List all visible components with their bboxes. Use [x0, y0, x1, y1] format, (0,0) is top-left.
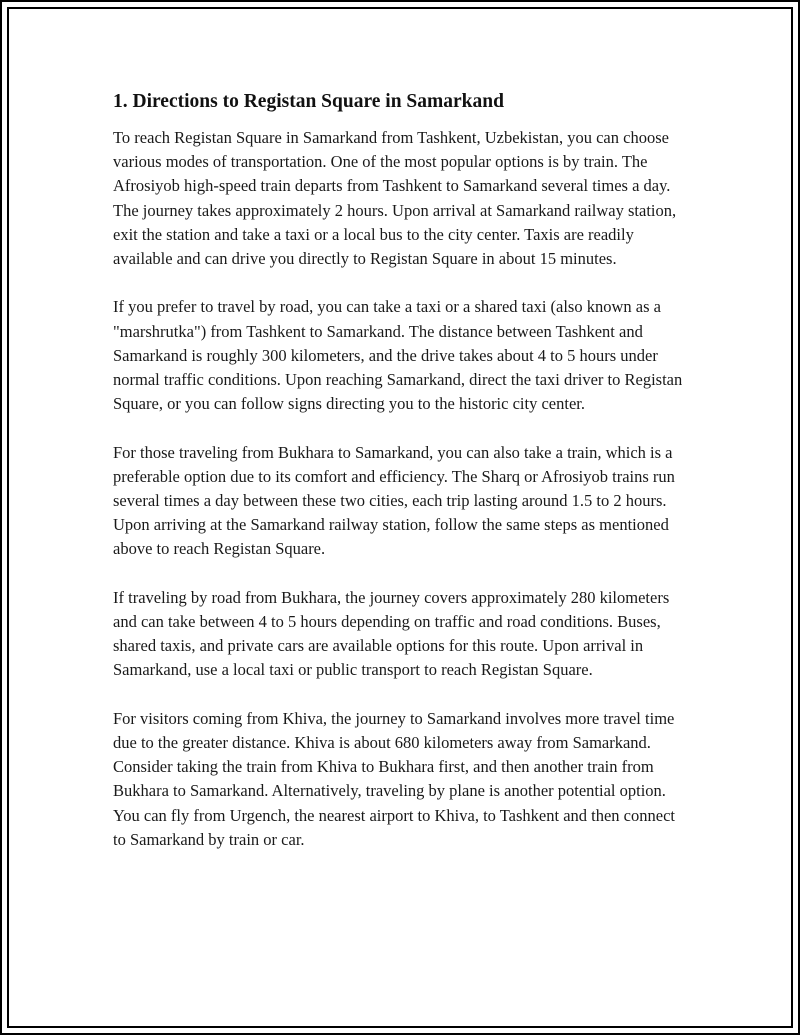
paragraph-khiva: For visitors coming from Khiva, the journey to Samarkand involves more travel time due to the greater distance. Khiva is about 680 kilometers away from Samarkand. Consider taking the train from Khiva to Bukhara first, and then another train from Bukhara to Samarkand. Alternatively, traveling by plane is another potential option. You can fly from Urgench, the nearest airport to Khiva, to Tashkent and then connect to Samarkand by train or car.: [113, 708, 675, 849]
paragraph-bukhara-train: For those traveling from Bukhara to Samarkand, you can also take a train, which is a preferable option due to its comfort and efficiency. The Sharq or Afrosiyob trains run several times a day between these two cities, each trip lasting around 1.5 to 2 hours. Upon arriving at the Samarkand railway station, follow the same steps as mentioned above to reach Registan Square.: [113, 442, 675, 559]
paragraph-tashkent-road: If you prefer to travel by road, you can take a taxi or a shared taxi (also known as a "marshrutka") from Tashkent to Samarkand. The distance between Tashkent and Samarkand is roughly 300 kilometers, and the drive takes about 4 to 5 hours under normal traffic conditions. Upon reaching Samarkand, direct the taxi driver to Registan Square, or you can follow signs directing you to the historic city center.: [113, 297, 683, 414]
paragraph-tashkent-train: To reach Registan Square in Samarkand from Tashkent, Uzbekistan, you can choose various modes of transportation. One of the most popular options is by train. The Afrosiyob high-speed train departs from Tashkent to Samarkand several times a day. The journey takes approximately 2 hours. Upon arrival at Samarkand railway station, exit the station and take a taxi or a local bus to the city center. Taxis are readily available and can drive you directly to Registan Square in about 15 minutes.: [113, 128, 677, 269]
document-body: [113, 90, 688, 876]
paragraph-bukhara-road: If traveling by road from Bukhara, the journey covers approximately 280 kilometers and can take between 4 to 5 hours depending on traffic and road conditions. Buses, shared taxis, and private cars are available options for this route. Upon arrival in Samarkand, use a local taxi or public transport to reach Registan Square.: [113, 587, 670, 680]
section-heading: 1. Directions to Registan Square in Samarkand: [113, 91, 504, 112]
